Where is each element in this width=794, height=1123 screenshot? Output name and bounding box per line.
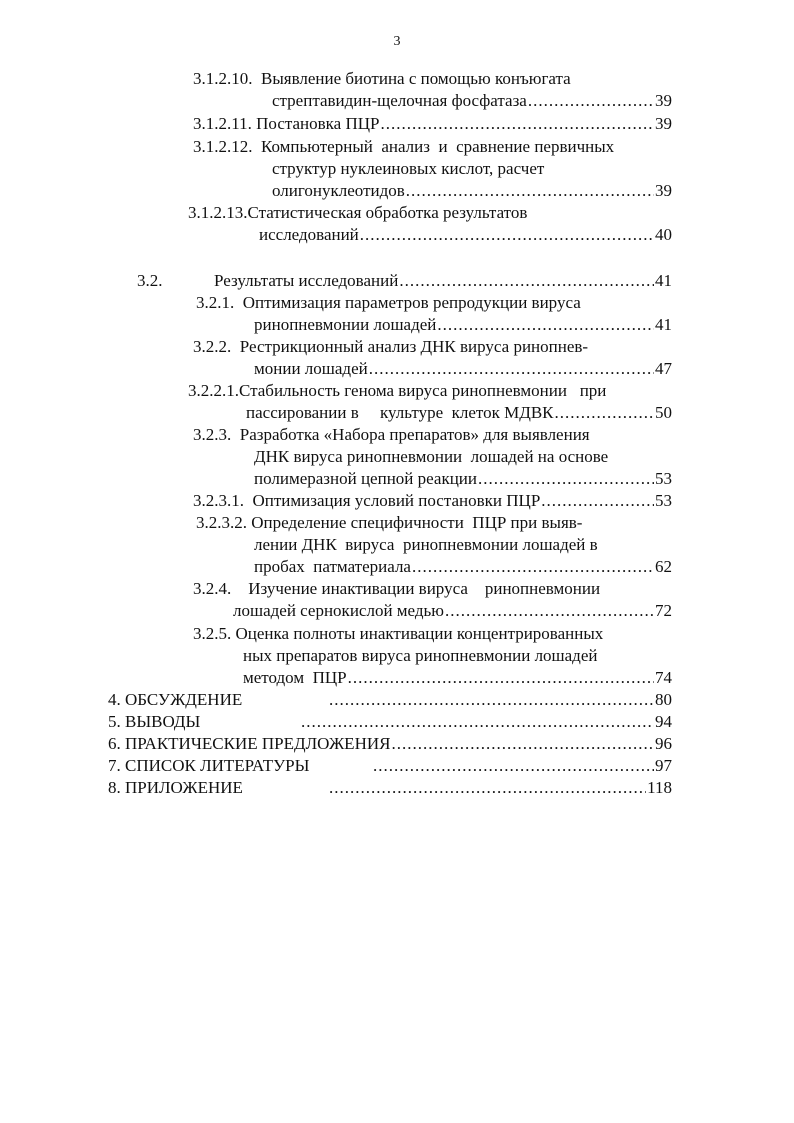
toc-page-number: 72 (655, 601, 672, 620)
dot-leader (555, 402, 654, 424)
toc-entry-title: 3.1.2.11. Постановка ПЦР (193, 114, 380, 133)
toc-entry (233, 600, 672, 622)
toc-page-number: 47 (655, 359, 672, 378)
toc-entry-title: пробах патматериала (254, 557, 411, 576)
toc-entry-line: 3.1.2.10. Выявление биотина с помощью конъюгата (193, 69, 571, 88)
dot-leader (406, 180, 654, 202)
toc-entry (272, 90, 672, 112)
toc-entry-title: методом ПЦР (243, 668, 347, 687)
toc-page-number: 41 (655, 315, 672, 334)
toc-entry-line: 3.1.2.12. Компьютерный анализ и сравнение первичных (193, 137, 615, 156)
dot-leader (541, 490, 654, 512)
page-number: 3 (393, 34, 401, 49)
toc-page-number: 39 (655, 91, 672, 110)
toc-page-number: 40 (655, 225, 672, 244)
toc-entry-line: структур нуклеиновых кислот, расчет (272, 159, 545, 178)
toc-entry (243, 667, 672, 689)
toc-entry-title: 4. ОБСУЖДЕНИЕ (108, 690, 243, 709)
toc-page-number: 41 (655, 271, 672, 290)
dot-leader (301, 711, 654, 733)
toc-entry-line: 3.2.4. Изучение инактивации вируса ринопневмонии (193, 579, 601, 598)
toc-entry (254, 358, 672, 380)
toc-entry (259, 224, 672, 246)
toc-entry (193, 490, 672, 512)
toc-page-number: 80 (655, 690, 672, 709)
toc-entry-line: 3.2.5. Оценка полноты инактивации концентрированных (193, 624, 604, 643)
dot-leader (329, 777, 646, 799)
toc-entry (272, 180, 672, 202)
toc-entry (108, 711, 672, 733)
toc-page-number: 39 (655, 114, 672, 133)
toc-entry (108, 777, 672, 799)
toc-entry (246, 402, 672, 424)
toc-entry-title: Результаты исследований (214, 271, 399, 290)
dot-leader (373, 755, 654, 777)
toc-entry-title: 8. ПРИЛОЖЕНИЕ (108, 778, 243, 797)
toc-entry (254, 556, 672, 578)
toc-page-number: 62 (655, 557, 672, 576)
toc-entry (108, 755, 672, 777)
dot-leader (478, 468, 654, 490)
toc-entry-title: лошадей сернокислой медью (233, 601, 444, 620)
dot-leader (380, 113, 654, 135)
toc-entry-line: 3.2.2. Рестрикционный анализ ДНК вируса ринопнев- (193, 337, 589, 356)
toc-page-number: 94 (655, 712, 672, 731)
toc-entry-line: 3.2.3. Разработка «Набора препаратов» для выявления (193, 425, 590, 444)
toc-entry-line: ДНК вируса ринопневмонии лошадей на основе (254, 447, 609, 466)
toc-entry-title: 6. ПРАКТИЧЕСКИЕ ПРЕДЛОЖЕНИЯ (108, 734, 391, 753)
toc-page-number: 97 (655, 756, 672, 775)
toc-page-number: 39 (655, 181, 672, 200)
toc-entry-title: стрептавидин-щелочная фосфатаза (272, 91, 527, 110)
toc-page-number: 118 (647, 778, 672, 797)
dot-leader (360, 224, 654, 246)
toc-entry (108, 689, 672, 711)
toc-entry-title: 5. ВЫВОДЫ (108, 712, 201, 731)
toc-page-number: 74 (655, 668, 672, 687)
toc-page-number: 53 (655, 491, 672, 510)
toc-entry-title: 3.2.3.1. Оптимизация условий постановки ПЦР (193, 491, 541, 510)
toc-entry (193, 113, 672, 135)
toc-entry-title: олигонуклеотидов (272, 181, 405, 200)
toc-entry-title: пассировании в культуре клеток МДВК (246, 403, 554, 422)
dot-leader (445, 600, 654, 622)
toc-entry-title: монии лошадей (254, 359, 368, 378)
dot-leader (329, 689, 654, 711)
toc-entry (214, 270, 672, 292)
toc-page-number: 96 (655, 734, 672, 753)
toc-entry-line: 3.2.2.1.Стабильность генома вируса ринопневмонии при (188, 381, 607, 400)
toc-entry-title: исследований (259, 225, 359, 244)
dot-leader (369, 358, 654, 380)
toc-entry-title: ринопневмонии лошадей (254, 315, 437, 334)
toc-page-number: 50 (655, 403, 672, 422)
toc-entry (108, 733, 672, 755)
toc-entry-line: 3.2.1. Оптимизация параметров репродукции вируса (196, 293, 581, 312)
toc-entry (254, 314, 672, 336)
toc-page-number: 53 (655, 469, 672, 488)
dot-leader (391, 733, 654, 755)
toc-entry-line: 3.1.2.13.Статистическая обработка результатов (188, 203, 528, 222)
toc-entry-line: лении ДНК вируса ринопневмонии лошадей в (254, 535, 598, 554)
toc-entry (254, 468, 672, 490)
dot-leader (348, 667, 654, 689)
dot-leader (412, 556, 654, 578)
toc-entry-line: ных препаратов вируса ринопневмонии лошадей (243, 646, 598, 665)
dot-leader (437, 314, 654, 336)
toc-section-number: 3.2. (137, 271, 163, 290)
toc-entry-title: полимеразной цепной реакции (254, 469, 478, 488)
dot-leader (399, 270, 654, 292)
toc-entry-title: 7. СПИСОК ЛИТЕРАТУРЫ (108, 756, 310, 775)
dot-leader (528, 90, 654, 112)
toc-entry-line: 3.2.3.2. Определение специфичности ПЦР при выяв- (196, 513, 583, 532)
